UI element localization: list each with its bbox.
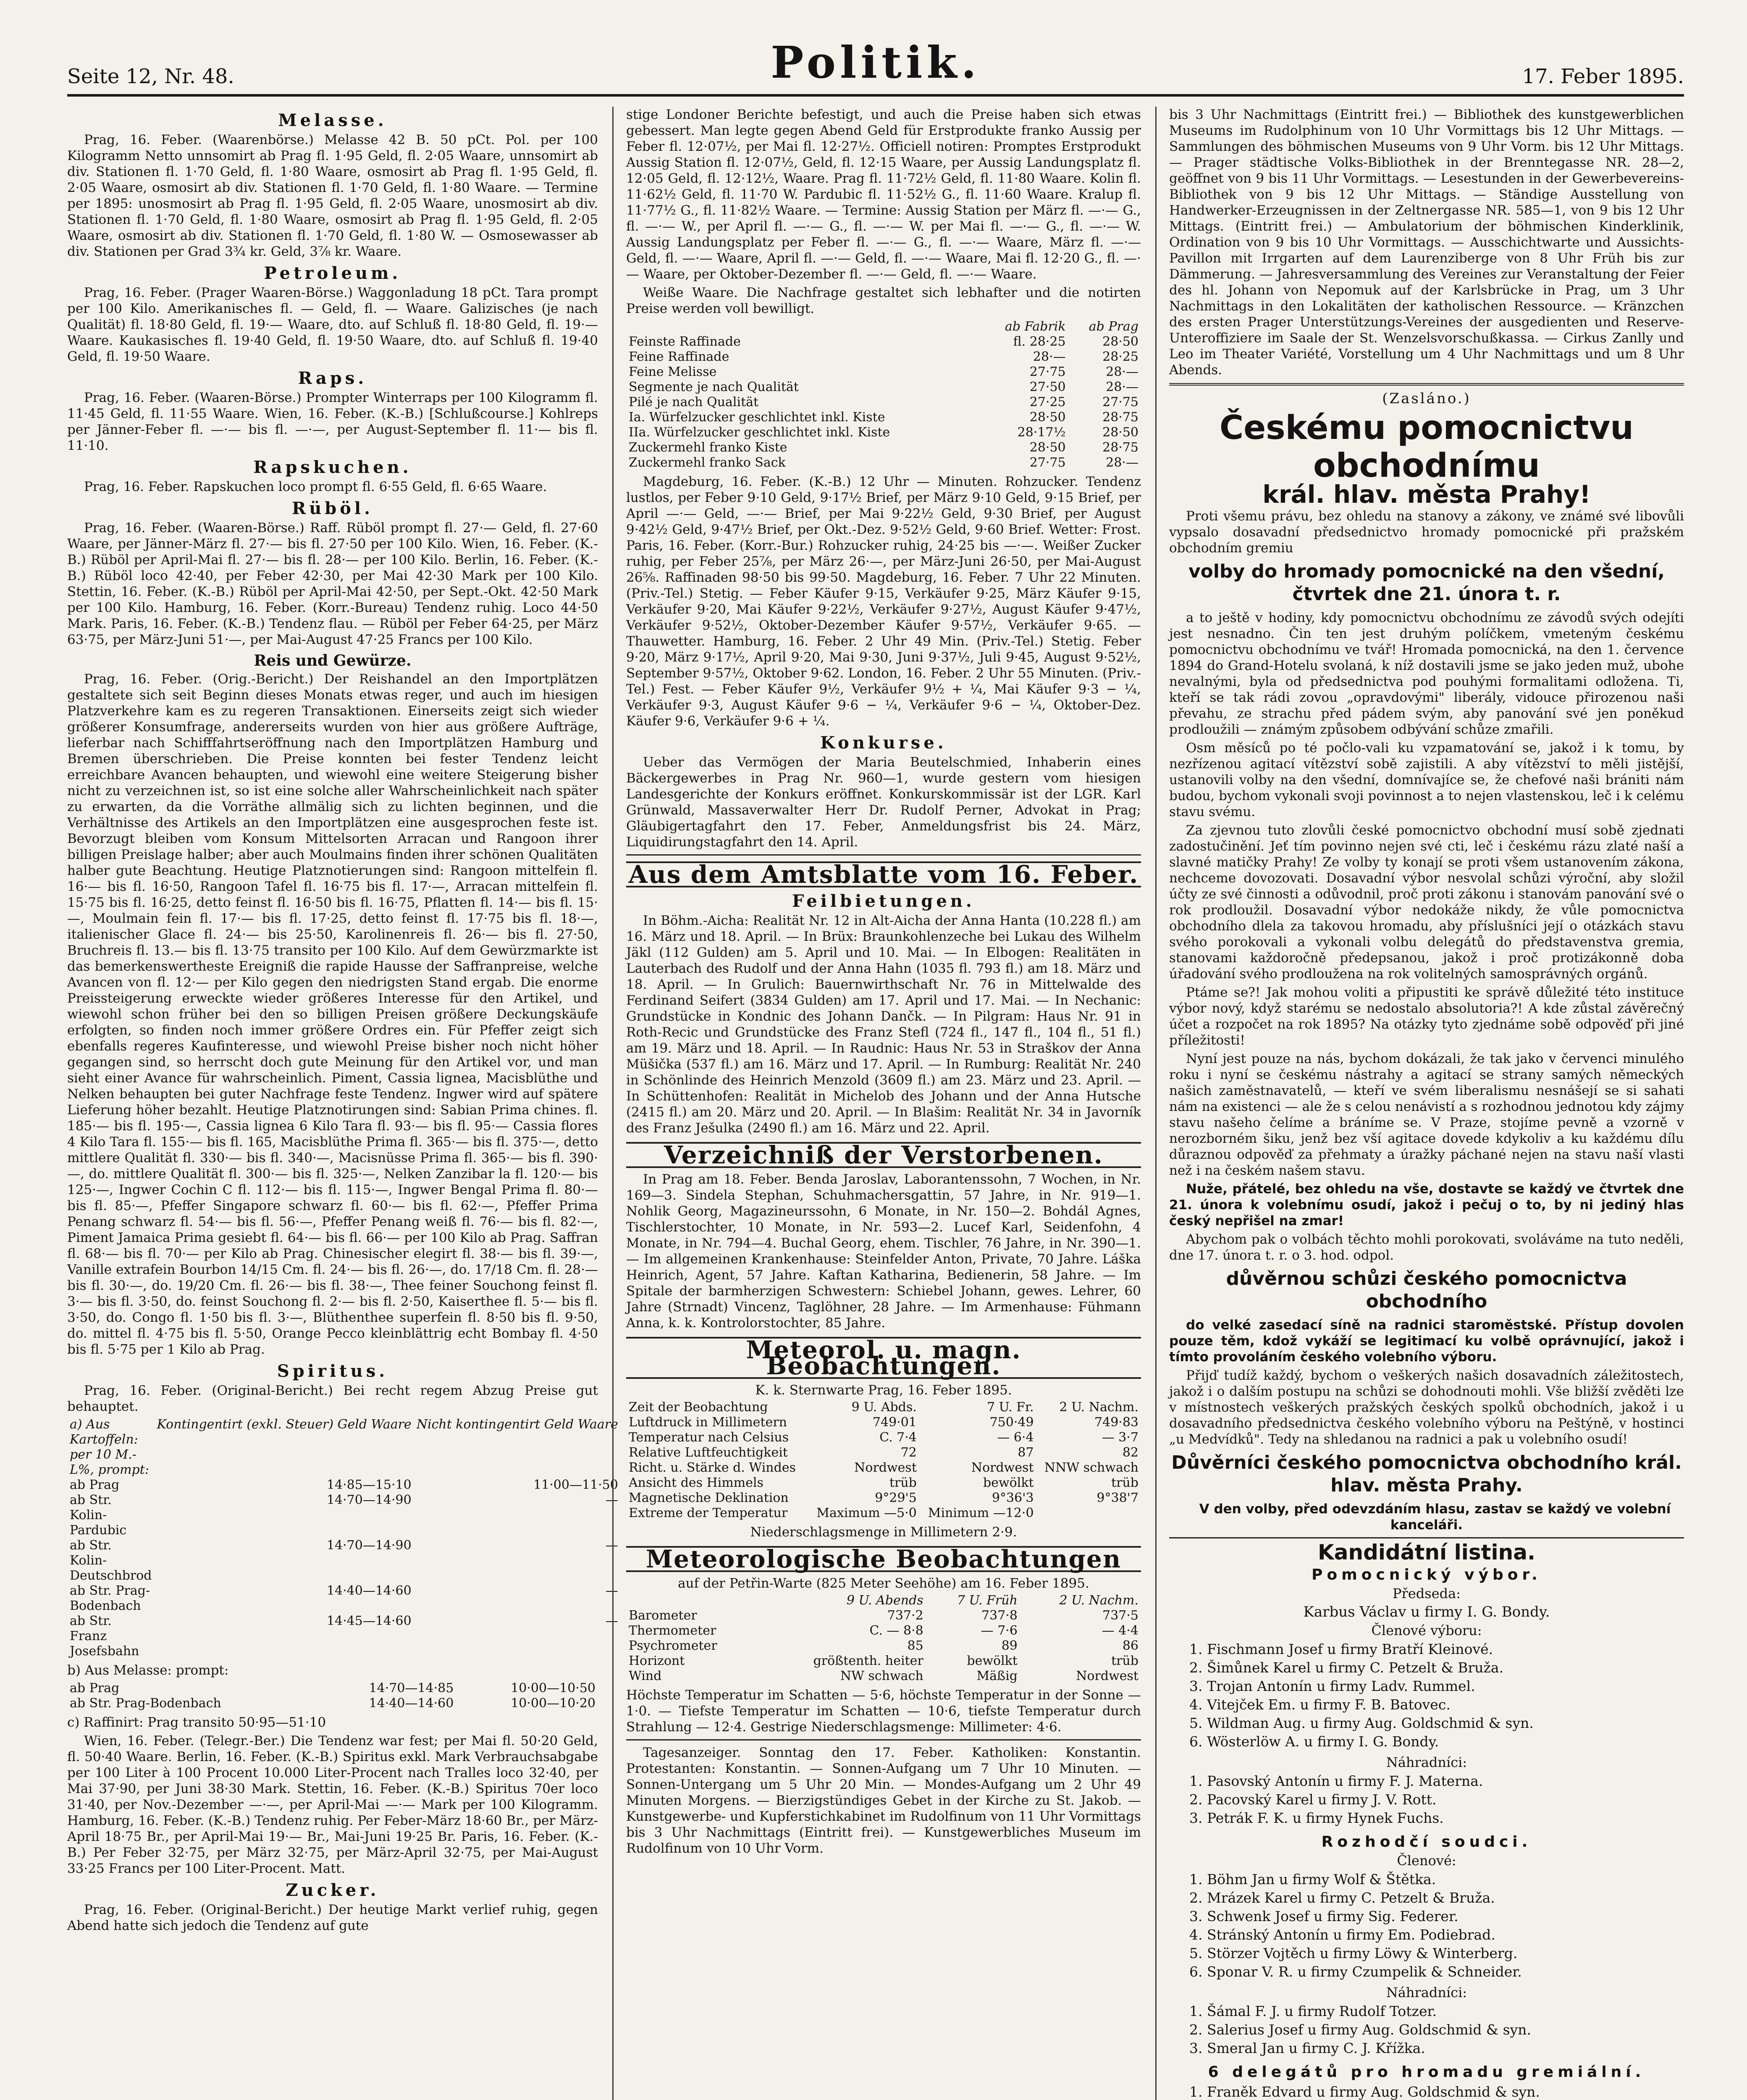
table-row bbox=[626, 1400, 1141, 1415]
list-item: 4. Stránský Antonín u firmy Em. Podiebrad. bbox=[1207, 1926, 1684, 1944]
melasse-text: Prag, 16. Feber. (Waarenbörse.) Melasse 42 B. 50 pCt. Pol. per 100 Kilogramm Netto unnsomirt ab Prag fl. 1·95 Geld, fl. 2·05 Waare, unnsomirt ab div. Stationen fl. 1·70 Geld, fl. 1·80 Waare, osmosirt ab Prag fl. 1·95 Geld, fl. 2·05 Waare, osmosirt ab div. Stationen fl. 1·70 Geld, fl. 1·80 Waare. — Termine per 1895: unosmosirt ab Prag fl. 1·95 Geld, fl. 2·05 Waare, unosmosirt ab div. Stationen fl. 1·70 Geld, fl. 1·80 Waare, osmosirt ab Prag fl. 1·95 Geld, fl. 2·05 Waare, osmosirt ab div. Stationen fl. 1·70 Geld, fl. 1·80 W. — Osmosewasser ab div. Stationen per Grad 3¾ kr. Geld, 3⅞ kr. Waare. bbox=[67, 132, 598, 259]
table-cell: Thermometer bbox=[629, 1623, 716, 1638]
table-cell: 749·01 bbox=[872, 1415, 917, 1430]
table-cell: 28·50 bbox=[1029, 410, 1066, 425]
table-cell: NNW schwach bbox=[1044, 1460, 1138, 1475]
table-cell: Extreme der Temperatur bbox=[629, 1506, 788, 1520]
spiritus-b-label: b) Aus Melasse: prompt: bbox=[67, 1663, 229, 1678]
spiritus-head-1: Kontingentirt (exkl. Steuer) Geld Waare bbox=[157, 1417, 412, 1432]
table-cell: größtenth. heiter bbox=[813, 1654, 923, 1668]
table-row bbox=[626, 334, 1141, 349]
table-cell: ab Prag bbox=[70, 1681, 120, 1696]
table-cell: 85 bbox=[907, 1638, 923, 1653]
table-cell: 10·00—10·20 bbox=[511, 1696, 595, 1711]
notice-paragraph: Přijď tudíž každý, bychom o veškerých našich dosavadních záležitostech, jakož i o dalším postupu na schůzi se dohodnouti mohli. Vše bližší zvěděti lze v místnostech veškerých pražských českých spolků obchodních, jakož i u dosavadního předsednictva českého volebního výboru na Peštýně, v hostinci „u Medvídků". Tedy na shledanou na radnici a pak u volebního osudí! bbox=[1169, 1368, 1684, 1447]
table-cell: 14·40—14·60 bbox=[369, 1696, 454, 1711]
table-cell: NW schwach bbox=[840, 1669, 923, 1683]
tagesanzeiger-text: Tagesanzeiger. Sonntag den 17. Feber. Katholiken: Konstantin. Protestanten: Konstantin. — Sonnen-Aufgang um 7 Uhr 10 Minuten. — Sonnen-Untergang um 5 Uhr 20 Min. — Mondes-Aufgang um 2 Uhr 49 Minuten Morgens. — Bierzigstündiges Gebet in der Kirche zu St. Jakob. — Kunstgewerbe- und Kupferstichkabinet im Rudolfinum von 11 Uhr Vormittags bis 3 Uhr Nachmittags (Eintritt frei). — Kunstgewerbliches Museum im Rudolfinum von 10 Uhr Vorm. bbox=[626, 1745, 1141, 1856]
list-item: 3. Trojan Antonín u firmy Ladv. Rummel. bbox=[1207, 1677, 1684, 1696]
columns bbox=[67, 107, 1684, 2100]
table-row bbox=[626, 1608, 1141, 1623]
table-row bbox=[626, 440, 1141, 455]
table-cell: Zuckermehl franko Sack bbox=[629, 455, 786, 470]
table-cell bbox=[1036, 1506, 1141, 1521]
meteorol-footer: Niederschlagsmenge in Millimetern 2·9. bbox=[750, 1525, 1017, 1540]
notice-paragraph: Ptáme se?! Jak mohou voliti a připustiti ke správě důležité této instituce výbor nový, když starému se nedostalo absolutoria?! A kde zůstal závěrečný účet a rozpočet na rok 1895? Na otázky tyto zjednáme sobě odpověď při jiné příležitosti! bbox=[1169, 985, 1684, 1048]
section-title-verstorbene: Verzeichniß der Verstorbenen. bbox=[626, 1142, 1141, 1168]
list-item: 2. Mrázek Karel u firmy C. Petzelt & Bruža. bbox=[1207, 1889, 1684, 1907]
list-item: 5. Wildman Aug. u firmy Aug. Goldschmid & syn. bbox=[1207, 1714, 1684, 1732]
table-cell: Barometer bbox=[629, 1608, 697, 1623]
table-cell: trüb bbox=[889, 1475, 917, 1490]
table-cell: ab Str. Franz Josefsbahn bbox=[70, 1614, 139, 1659]
table-cell: 2 U. Nachm. bbox=[1059, 1400, 1138, 1415]
table-cell: — 3·7 bbox=[1102, 1430, 1138, 1445]
table-cell: 28·50 bbox=[1102, 334, 1138, 349]
notice-paragraph: do velké zasedací síně na radnici staroměstské. Přístup dovolen pouze těm, kdož vykáží se legitimací ku volbě oprávnující, jakož i tímto provoláním českého volebního výboru. bbox=[1169, 1318, 1684, 1365]
candidate-list bbox=[1169, 2002, 1684, 2058]
spiritus-table-a bbox=[67, 1417, 621, 1659]
candidate-group-title: Rozhodčí soudci. bbox=[1321, 1833, 1532, 1851]
meteorol-table bbox=[626, 1400, 1141, 1521]
divider bbox=[626, 854, 1141, 856]
table-cell: ab Str. Kolin-Pardubic bbox=[70, 1493, 127, 1538]
candidate-list-title: Kandidátní listina. bbox=[1318, 1540, 1535, 1564]
notice-paragraph: Nyní jest pouze na nás, bychom dokázali, že tak jako v červenci minulého roku i nyní se českému nástrahy a agitací se strany samých německých našich zaměstnavatelů, — kteří ve svém liberalismu nesnášejí se si sahati nám na existenci — ale že s celou nenávistí a s rozhodnou jednotou kdy zájmy stavu našeho čelíme a bráníme se. V Praze, stojíme pevně a vzorně v nerozborném šiku, jenž bez vší agitace dovede kdykoliv a ku každému dílu důraznou odpověď za přehmaty a úražky páchané nejen na stavu naší vlasti než i na českém našem stavu. bbox=[1169, 1051, 1684, 1178]
table-cell: 737·5 bbox=[1102, 1608, 1138, 1623]
meteor2-footer: Höchste Temperatur im Schatten — 5·6, höchste Temperatur in der Sonne — 1·0. — Tiefste Temperatur im Schatten — 10·6, tiefste Temperatur durch Strahlung — 12·4. Gestrige Niederschlagsmenge: Millimeter: 4·6. bbox=[626, 1688, 1141, 1735]
page-number: Seite 12, Nr. 48. bbox=[67, 65, 234, 88]
notice-paragraph: a to ještě v hodiny, kdy pomocnictvu obchodnímu ze závodů svých odejíti jest nesnadno. Čin ten jest druhým políčkem, vmeteným českému pomocnictvu obchodnímu ve tvář! Hromada pomocnická, na den 1. července 1894 do Grand-Hotelu svolaná, k níž dostavili jsme se jako jeden muž, ubohe nevalnými, byla od předsednictva pod pouhými formalitami odložena. Ti, kteří se tak rádi zovou „opravdovými" liberály, vidouce přirozenou naši převahu, ze strachu před pádem svým, aby panování své jen poněkud prodloužili — známým způsobem odbývání schůze zmařili. bbox=[1169, 610, 1684, 737]
section-title-ruboel: Rüböl. bbox=[291, 499, 374, 518]
table-cell: 14·85—15·10 bbox=[326, 1478, 412, 1492]
spiritus-intro: Prag, 16. Feber. (Original-Bericht.) Bei recht regem Abzug Preise gut behauptet. bbox=[67, 1383, 598, 1414]
table-row bbox=[626, 1430, 1141, 1445]
candidate-list bbox=[1169, 2083, 1684, 2100]
petroleum-text: Prag, 16. Feber. (Prager Waaren-Börse.) Waggonladung 18 pCt. Tara prompt per 100 Kilo. Amerikanisches fl. — Geld, fl. — Waare. Galizisches (je nach Qualität) fl. 18·80 Geld, fl. 19·— Waare, dto. auf Schluß fl. 18·80 Geld, fl. 19·— Waare. Kaukasisches fl. 19·40 Geld, fl. 19·50 Waare, dto. auf Schluß fl. 19·40 Geld, fl. 19·50 Waare. bbox=[67, 285, 598, 364]
list-item: 2. Salerius Josef u firmy Aug. Goldschmid & syn. bbox=[1207, 2021, 1684, 2039]
table-cell: Feine Melisse bbox=[629, 365, 717, 379]
table-cell: Pilé je nach Qualität bbox=[629, 395, 759, 410]
list-item: 1. Šámal F. J. u firmy Rudolf Totzer. bbox=[1207, 2002, 1684, 2021]
table-row bbox=[67, 1538, 621, 1583]
section-title-rapskuchen: Rapskuchen. bbox=[253, 457, 412, 477]
notice-paragraph: Nuže, přátelé, bez ohledu na vše, dostavte se každý ve čtvrtek dne 21. února k volebnímu osudí, jakož i pečuj o to, by ni jediný hlas český nepřišel na zmar! bbox=[1169, 1181, 1684, 1228]
table-row bbox=[67, 1696, 598, 1711]
table-cell: 27·75 bbox=[1029, 365, 1066, 379]
table-cell: 9°29'5 bbox=[875, 1491, 917, 1505]
table-cell: 28·50 bbox=[1102, 425, 1138, 440]
table-cell: 14·70—14·90 bbox=[326, 1538, 412, 1553]
meteor2-subtitle: auf der Petřin-Warte (825 Meter Seehöhe) am 16. Feber 1895. bbox=[678, 1576, 1089, 1591]
table-row bbox=[67, 1614, 621, 1659]
candidate-label: Náhradníci: bbox=[1386, 1754, 1467, 1770]
zucker-price-table bbox=[626, 319, 1141, 470]
table-cell: Luftdruck in Millimetern bbox=[629, 1415, 787, 1430]
candidate-label: Členové výboru: bbox=[1371, 1622, 1482, 1638]
table-row bbox=[626, 365, 1141, 380]
table-row bbox=[626, 1638, 1141, 1654]
column-2 bbox=[612, 107, 1141, 2100]
table-cell: 14·70—14·90 bbox=[326, 1493, 412, 1507]
spiritus-table-b bbox=[67, 1681, 598, 1711]
table-cell: 14·45—14·60 bbox=[326, 1614, 412, 1628]
table-cell: Feine Raffinade bbox=[629, 349, 729, 364]
table-cell: — 6·4 bbox=[997, 1430, 1034, 1445]
table-cell: — bbox=[605, 1614, 618, 1628]
notice-emphasis: důvěrnou schůzi českého pomocnictva obchodního bbox=[1226, 1268, 1627, 1312]
table-row bbox=[626, 1491, 1141, 1506]
masthead bbox=[67, 38, 1684, 97]
table-header: 9 U. Abends bbox=[846, 1593, 923, 1608]
table-cell: 737·2 bbox=[887, 1608, 923, 1623]
spiritus-head-2: Nicht kontingentirt Geld Waare bbox=[416, 1417, 618, 1432]
table-header: ab Fabrik bbox=[1005, 319, 1066, 334]
table-cell: 14·70—14·85 bbox=[369, 1681, 454, 1696]
table-cell: Richt. u. Stärke d. Windes bbox=[629, 1460, 796, 1475]
raps-text: Prag, 16. Feber. (Waaren-Börse.) Prompter Winterraps per 100 Kilogramm fl. 11·45 Geld, fl. 11·55 Waare. Wien, 16. Feber. (K.-B.) [Schlußcourse.] Kohlreps per Jänner-Feber fl. —·— bis fl. —·—, per August-September fl. 11·— bis fl. 11·10. bbox=[67, 390, 598, 453]
table-cell: trüb bbox=[1111, 1475, 1138, 1490]
table-cell: — 7·6 bbox=[981, 1623, 1018, 1638]
table-cell: 28·50 bbox=[1029, 440, 1066, 455]
table-cell: trüb bbox=[1111, 1654, 1138, 1668]
table-row bbox=[626, 1669, 1141, 1684]
table-cell: 750·49 bbox=[989, 1415, 1034, 1430]
table-cell: Ansicht des Himmels bbox=[629, 1475, 763, 1490]
table-cell: Zuckermehl franko Kiste bbox=[629, 440, 787, 455]
table-row bbox=[626, 455, 1141, 470]
table-cell: bewölkt bbox=[983, 1475, 1034, 1490]
table-cell: 28·75 bbox=[1102, 440, 1138, 455]
notice-emphasis: volby do hromady pomocnické na den všední, čtvrtek dne 21. února t. r. bbox=[1188, 561, 1665, 605]
table-cell: Magnetische Deklination bbox=[629, 1491, 789, 1505]
notice-paragraph: Abychom pak o volbách těchto mohli porokovati, svoláváme na tuto neděli, dne 17. února t. r. o 3. hod. odpol. bbox=[1169, 1232, 1684, 1263]
tagesanzeiger-continued: bis 3 Uhr Nachmittags (Eintritt frei.) — Bibliothek des kunstgewerblichen Museums im Rudolphinum von 10 Uhr Vormittags bis 12 Uhr Mittags. — Sammlungen des böhmischen Museums von 9 Uhr Vorm. bis 12 Uhr Mittags. — Prager städtische Volks-Bibliothek in der Brenntegasse NR. 28—2, geöffnet von 9 bis 11 Uhr Vormittags. — Lesestunden in der Gewerbevereins-Bibliothek von 9 bis 12 Uhr Mittags. — Ständige Ausstellung von Handwerker-Erzeugnissen in der Zeltnergasse NR. 585—1, von 9 bis 12 Uhr Mittags. (Eintritt frei.) — Ambulatorium der böhmischen Kinderklinik, Ordination von 9 bis 10 Uhr Vormittags. — Ausschichtwarte und Aussichts-Pavillon mit Irrgarten auf dem Laurenziberge von 8 Uhr Früh bis zur Dämmerung. — Jahresversammlung des Vereines zur Veranstaltung der Feier des hl. Johann von Nepomuk auf der Karlsbrücke in Prag, um 3 Uhr Nachmittags in den Lokalitäten der katholischen Ressource. — Kränzchen des ersten Prager Unterstützungs-Vereines der ausgedienten und Reserve-Unteroffiziere im Saale der St. Wenzelsvorschußkassa. — Cirkus Zanlly und Leo im Theater Variété, Vorstellung um 4 Uhr Nachmittags und um 8 Uhr Abends. bbox=[1169, 107, 1684, 378]
table-cell: Maximum —5·0 bbox=[816, 1506, 917, 1520]
table-cell: 89 bbox=[1001, 1638, 1018, 1653]
table-cell: Nordwest bbox=[971, 1460, 1034, 1475]
table-cell: — bbox=[605, 1583, 618, 1598]
table-cell: Relative Luftfeuchtigkeit bbox=[629, 1445, 788, 1460]
section-title-melasse: Melasse. bbox=[278, 110, 387, 130]
table-row bbox=[626, 425, 1141, 440]
candidate-group-title: Pomocnický výbor. bbox=[1312, 1566, 1542, 1583]
table-row bbox=[626, 1654, 1141, 1669]
meteor2-table bbox=[626, 1593, 1141, 1684]
table-cell: Segmente je nach Qualität bbox=[629, 380, 799, 394]
table-cell: 749·83 bbox=[1094, 1415, 1138, 1430]
table-cell: ab Str. Kolin-Deutschbrod bbox=[70, 1538, 152, 1583]
notice-paragraph: Osm měsíců po té počlo-vali ku vzpamatování se, jakož i k tomu, by nezřízenou agitací vítězství sobě zajistili. A aby vítězství to měli jistější, ustanovili volby na den všední, domnívajíce se, že chefové naši brániti nám budou, bychom vykonali svoji povinnost a to nejen vlastenskou, leč i k celému stavu svému. bbox=[1169, 740, 1684, 819]
list-item: 2. Pacovský Karel u firmy J. V. Rott. bbox=[1207, 1790, 1684, 1809]
table-cell: IIa. Würfelzucker geschlichtet inkl. Kiste bbox=[629, 425, 890, 440]
section-title-konkurse: Konkurse. bbox=[820, 733, 947, 753]
zucker-markets-text: Magdeburg, 16. Feber. (K.-B.) 12 Uhr — Minuten. Rohzucker. Tendenz lustlos, per Feber 9·10 Geld, 9·17½ Brief, per März 9·10 Geld, 9·15 Brief, per April —·— Geld, —·— Brief, per Mai 9·22½ Geld, 9·30 Brief, per August 9·42½ Geld, 9·47½ Brief, per Okt.-Dez. 9·52½ Geld, 9·60 Brief. Wetter: Frost. Paris, 16. Feber. (Korr.-Bur.) Rohzucker ruhig, 24·25 bis —·—. Weißer Zucker ruhig, per Feber 25⅞, per März 26·—, per März-Juni 26·50, per Mai-August 26⅝. Raffinaden 98·50 bis 99·50. Magdeburg, 16. Feber. 7 Uhr 22 Minuten. (Priv.-Tel.) Stetig. — Feber Käufer 9·15, Verkäufer 9·25, März Käufer 9·15, Verkäufer 9·20, Mai Käufer 9·22½, Verkäufer 9·27½, August Käufer 9·47½, Verkäufer 9·52½, Oktober-Dezember Käufer 9·57½, Verkäufer 9·65. — Thauwetter. Hamburg, 16. Feber. 2 Uhr 49 Min. (Priv.-Tel.) Stetig. Feber 9·20, März 9·17½, April 9·20, Mai 9·30, Juni 9·37½, Juli 9·45, August 9·52½, September 9·57½, Oktober 9·62. London, 16. Feber. 2 Uhr 55 Minuten. (Priv.-Tel.) Fest. — Feber Käufer 9½, Verkäufer 9½ + ¼, Mai Käufer 9·3 − ¼, Verkäufer 9·3, August Käufer 9·6 − ¼, Verkäufer 9·6 − ¼, Oktober-Dez. Käufer 9·6, Verkäufer 9·6 + ¼. bbox=[626, 474, 1141, 729]
candidate-chair: Karbus Václav u firmy I. G. Bondy. bbox=[1303, 1604, 1550, 1620]
notice-paragraph: Proti všemu právu, bez ohledu na stanovy a zákony, ve známé své libovůli vypsalo dosavadní předsednictvo hromady pomocnické při pražském obchodním gremiu bbox=[1169, 509, 1684, 556]
issue-date: 17. Feber 1895. bbox=[1522, 65, 1684, 88]
table-header: 2 U. Nachm. bbox=[1059, 1593, 1138, 1608]
spiritus-c: c) Raffinirt: Prag transito 50·95—51·10 bbox=[67, 1715, 326, 1730]
table-cell: C. — 8·8 bbox=[869, 1623, 923, 1638]
table-row bbox=[626, 410, 1141, 425]
table-cell: 737·8 bbox=[981, 1608, 1018, 1623]
candidate-list bbox=[1169, 1870, 1684, 1981]
table-cell: Nordwest bbox=[1076, 1669, 1138, 1683]
table-cell: C. 7·4 bbox=[879, 1430, 917, 1445]
table-cell: 9°36'3 bbox=[992, 1491, 1034, 1505]
column-3 bbox=[1155, 107, 1684, 2100]
table-cell: 9°38'7 bbox=[1096, 1491, 1138, 1505]
table-header: 7 U. Früh bbox=[957, 1593, 1018, 1608]
spiritus-head-0: a) Aus Kartoffeln: per 10 M.-L%, prompt: bbox=[70, 1417, 149, 1477]
table-row bbox=[67, 1493, 621, 1538]
section-title-meteor2: Meteorologische Beobachtungen bbox=[626, 1546, 1141, 1572]
candidate-list bbox=[1169, 1640, 1684, 1751]
table-row bbox=[626, 1506, 1141, 1521]
table-cell: Nordwest bbox=[854, 1460, 917, 1475]
table-cell: 86 bbox=[1122, 1638, 1138, 1653]
section-title-reis: Reis und Gewürze. bbox=[254, 652, 412, 669]
candidate-label: Předseda: bbox=[1393, 1586, 1461, 1601]
table-cell: 72 bbox=[900, 1445, 917, 1460]
notice-footer: V den volby, před odevzdáním hlasu, zastav se každý ve volební kanceláři. bbox=[1199, 1502, 1671, 1533]
table-cell: — 4·4 bbox=[1102, 1623, 1138, 1638]
table-row bbox=[626, 349, 1141, 365]
table-cell: Horizont bbox=[629, 1654, 685, 1668]
table-row bbox=[626, 395, 1141, 410]
table-cell: 7 U. Fr. bbox=[986, 1400, 1034, 1415]
list-item: 1. Böhm Jan u firmy Wolf & Štětka. bbox=[1207, 1870, 1684, 1889]
zucker-weiss: Weiße Waare. Die Nachfrage gestaltet sich lebhafter und die notirten Preise werden voll bewilligt. bbox=[626, 285, 1141, 316]
list-item: 3. Schwenk Josef u firmy Sig. Federer. bbox=[1207, 1907, 1684, 1926]
table-cell: 87 bbox=[1018, 1445, 1034, 1460]
table-cell: 28·— bbox=[1106, 380, 1138, 394]
table-row bbox=[626, 1445, 1141, 1460]
divider bbox=[1169, 1537, 1684, 1538]
table-cell: Ia. Würfelzucker geschlichtet inkl. Kiste bbox=[629, 410, 885, 425]
table-row bbox=[67, 1478, 621, 1493]
notice-paragraph: Za zjevnou tuto zlovůli české pomocnictvo obchodní musí sobě zjednati zadostučinění. Jeť tím povinno nejen své cti, leč i českému rázu zlaté naší a slavné matičky Prahy! Ze volby ty konají se proti všem ustanovením zákona, nechceme dovozovati. Dosavadní výbor nesvolal schůzi výroční, aby složil účty ze své činnosti a odůvodnil, proč proti zákonu i stanovám panování své o rok prodloužil. Dosavadní výbor nedokáže nikdy, že vůle pomocnictva obchodního dlela za takovou hromadu, aby příslušníci její o otázkách stavu svého porokovali a vykonali volbu delegátů do představenstva gremia, stanovami každoročně předepsanou, jakož i proč protizákonně doba úřadování svého prodloužena na rok volitelných samosprávných orgánů. bbox=[1169, 823, 1684, 982]
candidate-list bbox=[1169, 1772, 1684, 1827]
table-header bbox=[626, 1593, 761, 1608]
table-row bbox=[626, 380, 1141, 395]
candidate-label: Členové: bbox=[1397, 1853, 1456, 1869]
table-row bbox=[626, 1415, 1141, 1430]
divider bbox=[1169, 383, 1684, 386]
candidate-group-title: 6 delegátů pro hromadu gremiální. bbox=[1208, 2063, 1645, 2081]
list-item: 2. Šimůnek Karel u firmy C. Petzelt & Bruža. bbox=[1207, 1659, 1684, 1677]
konkurse-text: Ueber das Vermögen der Maria Beutelschmied, Inhaberin eines Bäckergewerbes in Prag Nr. 960—1, wurde gestern vom hiesigen Landesgerichte der Konkurs eröffnet. Konkurskommissär ist der LGR. Karl Grünwald, Massaverwalter Herr Dr. Rudolf Perner, Advokat in Prag; Gläubigertagfahrt den 17. Feber, Anmeldungsfrist bis 24. März, Liquidirungstagfahrt den 14. April. bbox=[626, 755, 1141, 850]
list-item: 1. Pasovský Antonín u firmy F. J. Materna. bbox=[1207, 1772, 1684, 1790]
feilbietungen-text: In Böhm.-Aicha: Realität Nr. 12 in Alt-Aicha der Anna Hanta (10.228 fl.) am 16. März und 18. April. — In Brüx: Braunkohlenzeche bei Lukau des Wilhelm Jäkl (112 Gulden) am 5. April und 10. Mai. — In Elbogen: Realitäten in Lauterbach des Rudolf und der Anna Hahn (1035 fl. 793 fl.) am 18. März und 18. April. — In Grulich: Bauernwirthschaft Nr. 76 in Mittelwalde des Ferdinand Seifert (3834 Gulden) am 17. April und 17. Mai. — In Nechanic: Grundstücke in Kondnic des Johann Dančk. — In Pilgram: Haus Nr. 91 in Roth-Recic und Grundstücke des Franz Stefl (724 fl., 147 fl., 104 fl., 51 fl.) am 19. März und 18. April. — In Raudnic: Haus Nr. 53 in Straškov der Anna Müšička (537 fl.) am 16. März und 17. April. — In Rumburg: Realität Nr. 240 in Schönlinde des Heinrich Menzold (3609 fl.) am 23. März und 23. April. — In Schüttenhofen: Realität in Michelob des Johann und der Anna Hutsche (2415 fl.) am 20. März und 20. April. — In Blašim: Realität Nr. 34 in Javorník des Franz Ješulka (2490 fl.) am 16. März und 22. April. bbox=[626, 913, 1141, 1136]
table-row bbox=[67, 1583, 621, 1614]
table-cell: — bbox=[605, 1538, 618, 1553]
notice-signature: Důvěrníci českého pomocnictva obchodního král. hlav. města Prahy. bbox=[1171, 1452, 1682, 1496]
table-cell: Zeit der Beobachtung bbox=[629, 1400, 768, 1415]
section-title-petroleum: Petroleum. bbox=[264, 263, 401, 283]
table-cell: 27·75 bbox=[1102, 395, 1138, 410]
column-1 bbox=[67, 107, 618, 2100]
newspaper-title: Politik. bbox=[771, 37, 981, 88]
table-cell: 28·17½ bbox=[1017, 425, 1066, 440]
table-cell: 27·75 bbox=[1029, 455, 1066, 470]
section-title-feilbietungen: Feilbietungen. bbox=[792, 891, 975, 911]
reis-text: Prag, 16. Feber. (Orig.-Bericht.) Der Reishandel an den Importplätzen gestaltete sich seit Beginn dieses Monats etwas reger, und auch im hiesigen Platzverkehre kam es zu regeren Transaktionen. Einerseits zeigt sich wieder größerer Konsumfrage, andererseits wurden von hier aus größere Aufträge, lieferbar nach Schifffahrtseröffnung nach den Importplätzen Hamburg und Bremen überschrieben. Die Preise konnten bei fester Tendenz leicht erreichbare Avancen behaupten, und wiewohl eine weitere Steigerung bisher nicht zu verzeichnen ist, so ist eine solche aller Wahrscheinlichkeit nach später zu erwarten, da die Vorräthe allmälig sich zu lichten beginnen, und die Verhältnisse des Artikels an den Importplätzen eine ausgesprochen feste ist. Bevorzugt bleiben vom Konsum Mittelsorten Arracan und Rangoon ihrer billigen Preislage halber; aber auch Moulmains finden ihrer schönen Qualitäten halber gute Beachtung. Heutige Platznotierungen sind: Rangoon mittelfein fl. 16·— bis fl. 16·50, Rangoon Tafel fl. 16·75 bis fl. 17·—, Arracan mittelfein fl. 15·75 bis fl. 16·25, detto feinst fl. 16·50 bis fl. 16·75, Pflatten fl. 14·— bis fl. 15·—, Moulmain fein fl. 17·— bis fl. 17·25, detto feinst fl. 17·75 bis fl. 18·—, italienischer Glace fl. 24·— bis 25·50, Karolinenreis fl. 26·— bis fl. 27·50, Bruchreis fl. 13.— bis fl. 13·75 transito per 100 Kilo. Auf dem Gewürzmarkte ist das bemerkenswertheste Ereigniß die rapide Hausse der Saffranpreise, welche Avancen von fl. 12·— per Kilo gegen den niedrigsten Stand ergab. Die enorme Preissteigerung erweckte wieder größeres Interesse für den Artikel, und wiewohl schon früher bei den so billigen Preisen größere Deckungskäufe erfolgten, so finden noch immer größere Ordres ein. Für Pfeffer zeigt sich ebenfalls regeres Kaufinteresse, und wiewohl Preise bisher noch nicht höher gegangen sind, so herrscht doch gute Meinung für den Artikel vor, und man sieht einer Avance für wahrscheinlich. Piment, Cassia lignea, Macisblüthe und Nelken behaupten bei guter Nachfrage feste Tendenz. Ingwer wird auf spätere Lieferung höher bezahlt. Heutige Platznotirungen sind: Sabian Prima chines. fl. 185·— bis fl. 195·—, Cassia lignea 6 Kilo Tara fl. 93·— bis fl. 95·— Cassia flores 4 Kilo Tara fl. 155·— bis fl. 165, Macisblüthe Prima fl. 365·— bis fl. 375·—, detto mittlere Qualität fl. 330·— bis fl. 340·—, Macisnüsse Prima fl. 365·— bis fl. 390·—, do. mittlere Qualität fl. 300·— bis fl. 325·—, Nelken Zanzibar la fl. 120·— bis 125·—, Ingwer Cochin C fl. 112·— bis fl. 115·—, Ingwer Bengal Prima fl. 80·— bis fl. 85·—, Pfeffer Singapore schwarz fl. 60·— bis fl. 62·—, Pfeffer Prima Penang schwarz fl. 54·— bis fl. 56·—, Pfeffer Penang weiß fl. 76·— bis fl. 82·—, Piment Jamaica Prima gesiebt fl. 64·— bis fl. 66·— per 100 Kilo ab Prag. Saffran fl. 68·— bis fl. 70·— per Kilo ab Prag. Chinesischer elegirt fl. 38·— bis fl. 39·—, Vanille extrafein Bourbon 14/15 Cm. fl. 24·— bis fl. 26·—, do. 17/18 Cm. fl. 28·— bis fl. 30·—, do. 19/20 Cm. fl. 26·— bis fl. 38·—, Thee feiner Souchong feinst fl. 3·— bis fl. 3·50, do. feinst Souchong fl. 2·— bis fl. 2·50, Kaiserthee fl. 5·— bis fl. 3·50, do. Congo fl. 1·50 bis fl. 3·—, Blüthenthee superfein fl. 8·50 bis fl. 9·50, do. mittel fl. 4·75 bis fl. 5·50, Orange Pecco kleinblättrig echt Bombay fl. 4·50 bis fl. 5·75 per 1 Kilo ab Prag. bbox=[67, 672, 598, 1357]
table-cell: 28·— bbox=[1033, 349, 1066, 364]
zucker-text: Prag, 16. Feber. (Original-Bericht.) Der heutige Markt verlief ruhig, gegen Abend hatte sich jedoch die Tendenz auf gute bbox=[67, 1902, 598, 1933]
table-cell: Temperatur nach Celsius bbox=[629, 1430, 789, 1445]
table-cell: 27·25 bbox=[1029, 395, 1066, 410]
meteorol-subtitle: K. k. Sternwarte Prag, 16. Feber 1895. bbox=[755, 1383, 1012, 1398]
notice-subheadline: král. hlav. města Prahy! bbox=[1262, 480, 1591, 509]
table-cell: 9 U. Abds. bbox=[851, 1400, 917, 1415]
table-header bbox=[626, 319, 981, 334]
list-item: 6. Sponar V. R. u firmy Czumpelik & Schneider. bbox=[1207, 1963, 1684, 1981]
table-cell: 28·— bbox=[1106, 365, 1138, 379]
section-title-amtsblatt: Aus dem Amtsblatte vom 16. Feber. bbox=[626, 861, 1141, 887]
table-row bbox=[626, 1475, 1141, 1491]
list-item: 4. Vitejček Em. u firmy F. B. Batovec. bbox=[1207, 1696, 1684, 1714]
table-cell: 10·00—10·50 bbox=[511, 1681, 595, 1696]
list-item: 6. Wösterlöw A. u firmy I. G. Bondy. bbox=[1207, 1732, 1684, 1751]
section-title-zucker: Zucker. bbox=[286, 1880, 380, 1900]
table-header: ab Prag bbox=[1089, 319, 1138, 334]
list-item: 1. Franěk Edvard u firmy Aug. Goldschmid & syn. bbox=[1207, 2083, 1684, 2100]
table-row bbox=[67, 1681, 598, 1696]
spiritus-more: Wien, 16. Feber. (Telegr.-Ber.) Die Tendenz war fest; per Mai fl. 50·20 Geld, fl. 50·40 Waare. Berlin, 16. Feber. (K.-B.) Spiritus exkl. Mark Verbrauchsabgabe per 100 Liter à 100 Procent 10.000 Liter-Procent nach Tralles loco 32·40, per Mai 37·90, per Juni 38·30 Mark. Stettin, 16. Feber. (K.-B.) Spiritus 70er loco 31·40, per Nov.-Dezember —·—, per April-Mai —·— Mark per 100 Kilogramm. Hamburg, 16. Feber. (K.-B.) Tendenz ruhig. Per Feber-März 18·60 Br., per März-April 18·75 Br., per April-Mai 19·— Br., Mai-Juni 19·25 Br. Paris, 16. Feber. (K.-B.) Per Feber 32·75, per März 32·75, per März-April 32·75, per Mai-August 33·25 Francs per 100 Liter-Procent. Matt. bbox=[67, 1733, 598, 1876]
zucker-continued: stige Londoner Berichte befestigt, und auch die Preise haben sich etwas gebessert. Man legte gegen Abend Geld für Erstprodukte franko Aussig per Feber fl. 12·07½, per Mai fl. 12·27½. Officiell notiren: Promptes Erstprodukt Aussig Station fl. 12·07½, Geld, fl. 12·15 Waare, per Aussig Landungsplatz fl. 12·05 Geld, fl. 12·12½, Waare. Prag fl. 11·72½ Geld, fl. 11·80 Waare. Kolin fl. 11·62½ Geld, fl. 11·70 W. Pardubic fl. 11·52½ G., fl. 11·60 Waare. Kralup fl. 11·77½ G., fl. 11·82½ Waare. — Termine: Aussig Station per März fl. —·— G., fl. —·— W., per April fl. —·— G., fl. —·— W. per Mai fl. —·— G., fl. —·— W. Aussig Landungsplatz per Feber fl. —·— G., fl. —·— Waare, März fl. —·— Geld, fl. —·— Waare, April fl. —·— Geld, fl. —·— Waare, Mai fl. 12·20 G., fl. —·— Waare, per Oktober-Dezember fl. —·— Geld, fl. —·— Waare. bbox=[626, 107, 1141, 282]
notice-headline: Českému pomocnictvu obchodnímu bbox=[1220, 409, 1634, 485]
table-row bbox=[626, 1623, 1141, 1638]
table-cell: 27·50 bbox=[1029, 380, 1066, 394]
ruboel-text: Prag, 16. Feber. (Waaren-Börse.) Raff. Rüböl prompt fl. 27·— Geld, fl. 27·60 Waare, per Jänner-März fl. 27·— bis fl. 27·50 per 100 Kilo. Wien, 16. Feber. (K.-B.) Rüböl per April-Mai fl. 27·— bis fl. 28·— per 100 Kilo. Berlin, 16. Feber. (K.-B.) Rüböl loco 42·40, per Feber 42·30, per Mai 42·30 Mark per 100 Kilo. Stettin, 16. Feber. (K.-B.) Rüböl per April-Mai 42·50, per Sept.-Okt. 42·50 Mark per 100 Kilo. Hamburg, 16. Feber. (Korr.-Bureau) Tendenz ruhig. Loco 44·50 Mark. Paris, 16. Feber. (K.-B.) Tendenz flau. — Rüböl per Feber 64·25, per März 63·75, per März-Juni 51·—, per Mai-August 47·25 Francs per 100 Kilo. bbox=[67, 520, 598, 647]
table-cell: bewölkt bbox=[967, 1654, 1018, 1668]
divider bbox=[626, 1739, 1141, 1740]
table-cell: 28·25 bbox=[1102, 349, 1138, 364]
section-title-spiritus: Spiritus. bbox=[277, 1361, 388, 1381]
table-cell: Psychrometer bbox=[629, 1638, 717, 1653]
verstorbene-text: In Prag am 18. Feber. Benda Jaroslav, Laborantenssohn, 7 Wochen, in Nr. 169—3. Sindela Stephan, Schuhmachersgattin, 57 Jahre, in Nr. 919—1. Nohlik Georg, Magazineurssohn, 6 Monate, in Nr. 150—2. Bohdál Agnes, Tischlerstochter, 10 Monate, in Nr. 593—2. Lucef Karl, Seidenfohn, 4 Monate, in Nr. 794—4. Buchal Georg, ehem. Tischler, 76 Jahre, in Nr. 390—1. — Im allgemeinen Krankenhause: Steinfelder Anton, Private, 70 Jahre. Láška Heinrich, Agent, 57 Jahre. Kaftan Katharina, Bedienerin, 58 Jahre. — Im Spitale der barmherzigen Schwestern: Schiebel Johann, gewes. Lehrer, 60 Jahre (Strnadt) Vincenz, Taglöhner, 28 Jahre. — Im Armenhause: Fühmann Anna, k. k. Kontrolorstochter, 85 Jahre. bbox=[626, 1172, 1141, 1331]
table-cell: 28·— bbox=[1106, 455, 1138, 470]
table-cell: ab Prag bbox=[70, 1478, 120, 1492]
table-cell: Mäßig bbox=[976, 1669, 1018, 1683]
list-item: 1. Fischmann Josef u firmy Bratří Kleinové. bbox=[1207, 1640, 1684, 1659]
list-item: 5. Störzer Vojtěch u firmy Löwy & Winterberg. bbox=[1207, 1944, 1684, 1963]
table-row bbox=[626, 1460, 1141, 1475]
table-cell: Feinste Raffinade bbox=[629, 334, 741, 349]
list-item: 3. Smeral Jan u firmy C. J. Křížka. bbox=[1207, 2039, 1684, 2058]
candidate-label: Náhradníci: bbox=[1386, 1984, 1467, 2000]
zaslano-label: (Zasláno.) bbox=[1382, 390, 1471, 407]
table-cell: Wind bbox=[629, 1669, 662, 1683]
table-cell: 28·75 bbox=[1102, 410, 1138, 425]
table-cell: fl. 28·25 bbox=[1013, 334, 1066, 349]
table-cell: Minimum —12·0 bbox=[928, 1506, 1034, 1520]
section-title-meteorol: Meteorol. u. magn. Beobachtungen. bbox=[626, 1337, 1141, 1379]
rapskuchen-text: Prag, 16. Feber. Rapskuchen loco prompt fl. 6·55 Geld, fl. 6·65 Waare. bbox=[84, 479, 547, 494]
table-cell: ab Str. Prag-Bodenbach bbox=[70, 1583, 150, 1613]
table-cell: — bbox=[605, 1493, 618, 1507]
table-cell: 14·40—14·60 bbox=[326, 1583, 412, 1598]
table-cell: 82 bbox=[1122, 1445, 1138, 1460]
section-title-raps: Raps. bbox=[298, 368, 367, 388]
table-cell: 11·00—11·50 bbox=[533, 1478, 618, 1492]
list-item: 3. Petrák F. K. u firmy Hynek Fuchs. bbox=[1207, 1809, 1684, 1827]
table-cell: ab Str. Prag-Bodenbach bbox=[70, 1696, 221, 1711]
